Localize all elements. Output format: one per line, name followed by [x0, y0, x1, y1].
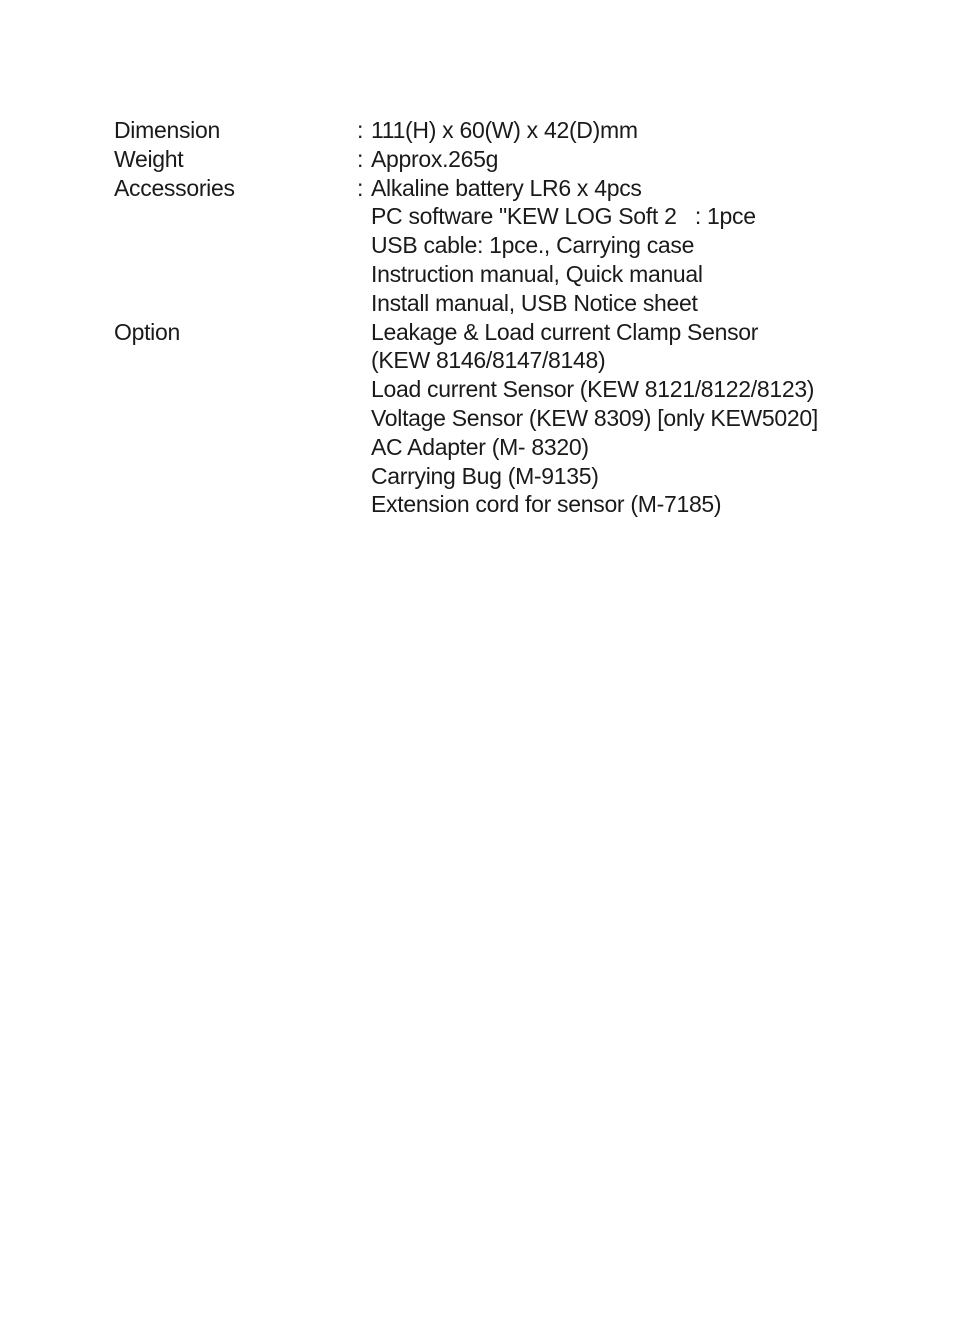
spec-label: Accessories	[114, 174, 235, 201]
spec-colon	[357, 318, 371, 347]
spec-values	[357, 318, 914, 520]
spec-colon: :	[357, 174, 364, 201]
spec-line	[357, 231, 914, 260]
spec-line	[357, 116, 914, 145]
spec-colon	[357, 346, 371, 375]
spec-value: Voltage Sensor (KEW 8309) [only KEW5020]	[371, 404, 818, 431]
spec-row-weight	[114, 145, 914, 174]
spec-line	[357, 289, 914, 318]
spec-value: Instruction manual, Quick manual	[371, 260, 703, 287]
spec-line	[357, 174, 914, 203]
spec-colon	[357, 231, 371, 260]
spec-value: Carrying Bug (M-9135)	[371, 462, 599, 489]
spec-value: Extension cord for sensor (M-7185)	[371, 491, 722, 518]
spec-colon	[357, 404, 371, 433]
spec-row-dimension	[114, 116, 914, 145]
spec-colon	[357, 375, 371, 404]
spec-colon	[357, 260, 371, 289]
spec-line	[357, 433, 914, 462]
spec-value: Approx.265g	[371, 145, 499, 172]
spec-colon: :	[357, 145, 364, 172]
spec-line	[357, 404, 914, 433]
spec-value: PC software "KEW LOG Soft 2 : 1pce	[371, 203, 756, 230]
spec-value: Load current Sensor (KEW 8121/8122/8123)	[371, 376, 815, 403]
spec-line	[357, 145, 914, 174]
spec-line	[357, 462, 914, 491]
spec-values	[357, 174, 914, 318]
spec-values	[357, 116, 914, 145]
spec-value: Leakage & Load current Clamp Sensor	[371, 318, 759, 345]
spec-colon	[357, 462, 371, 491]
spec-line	[357, 318, 914, 347]
spec-colon	[357, 202, 371, 231]
spec-row-accessories	[114, 174, 914, 318]
spec-value: Alkaline battery LR6 x 4pcs	[371, 174, 642, 201]
spec-line	[357, 490, 914, 519]
spec-colon	[357, 490, 371, 519]
spec-value: 111(H) x 60(W) x 42(D)mm	[371, 117, 638, 143]
spec-label: Weight	[114, 145, 184, 172]
spec-colon	[357, 289, 371, 318]
spec-label: Dimension	[114, 117, 220, 143]
spec-colon	[357, 433, 371, 462]
spec-value: USB cable: 1pce., Carrying case	[371, 232, 695, 259]
spec-value: Install manual, USB Notice sheet	[371, 289, 698, 316]
spec-list	[114, 116, 914, 519]
spec-line	[357, 260, 914, 289]
spec-values	[357, 145, 914, 174]
spec-row-option	[114, 318, 914, 520]
spec-colon: :	[357, 117, 364, 143]
spec-label: Option	[114, 318, 180, 345]
spec-line	[357, 346, 914, 375]
spec-value: (KEW 8146/8147/8148)	[371, 347, 606, 374]
spec-line	[357, 202, 914, 231]
spec-value: AC Adapter (M- 8320)	[371, 433, 589, 460]
spec-line	[357, 375, 914, 404]
